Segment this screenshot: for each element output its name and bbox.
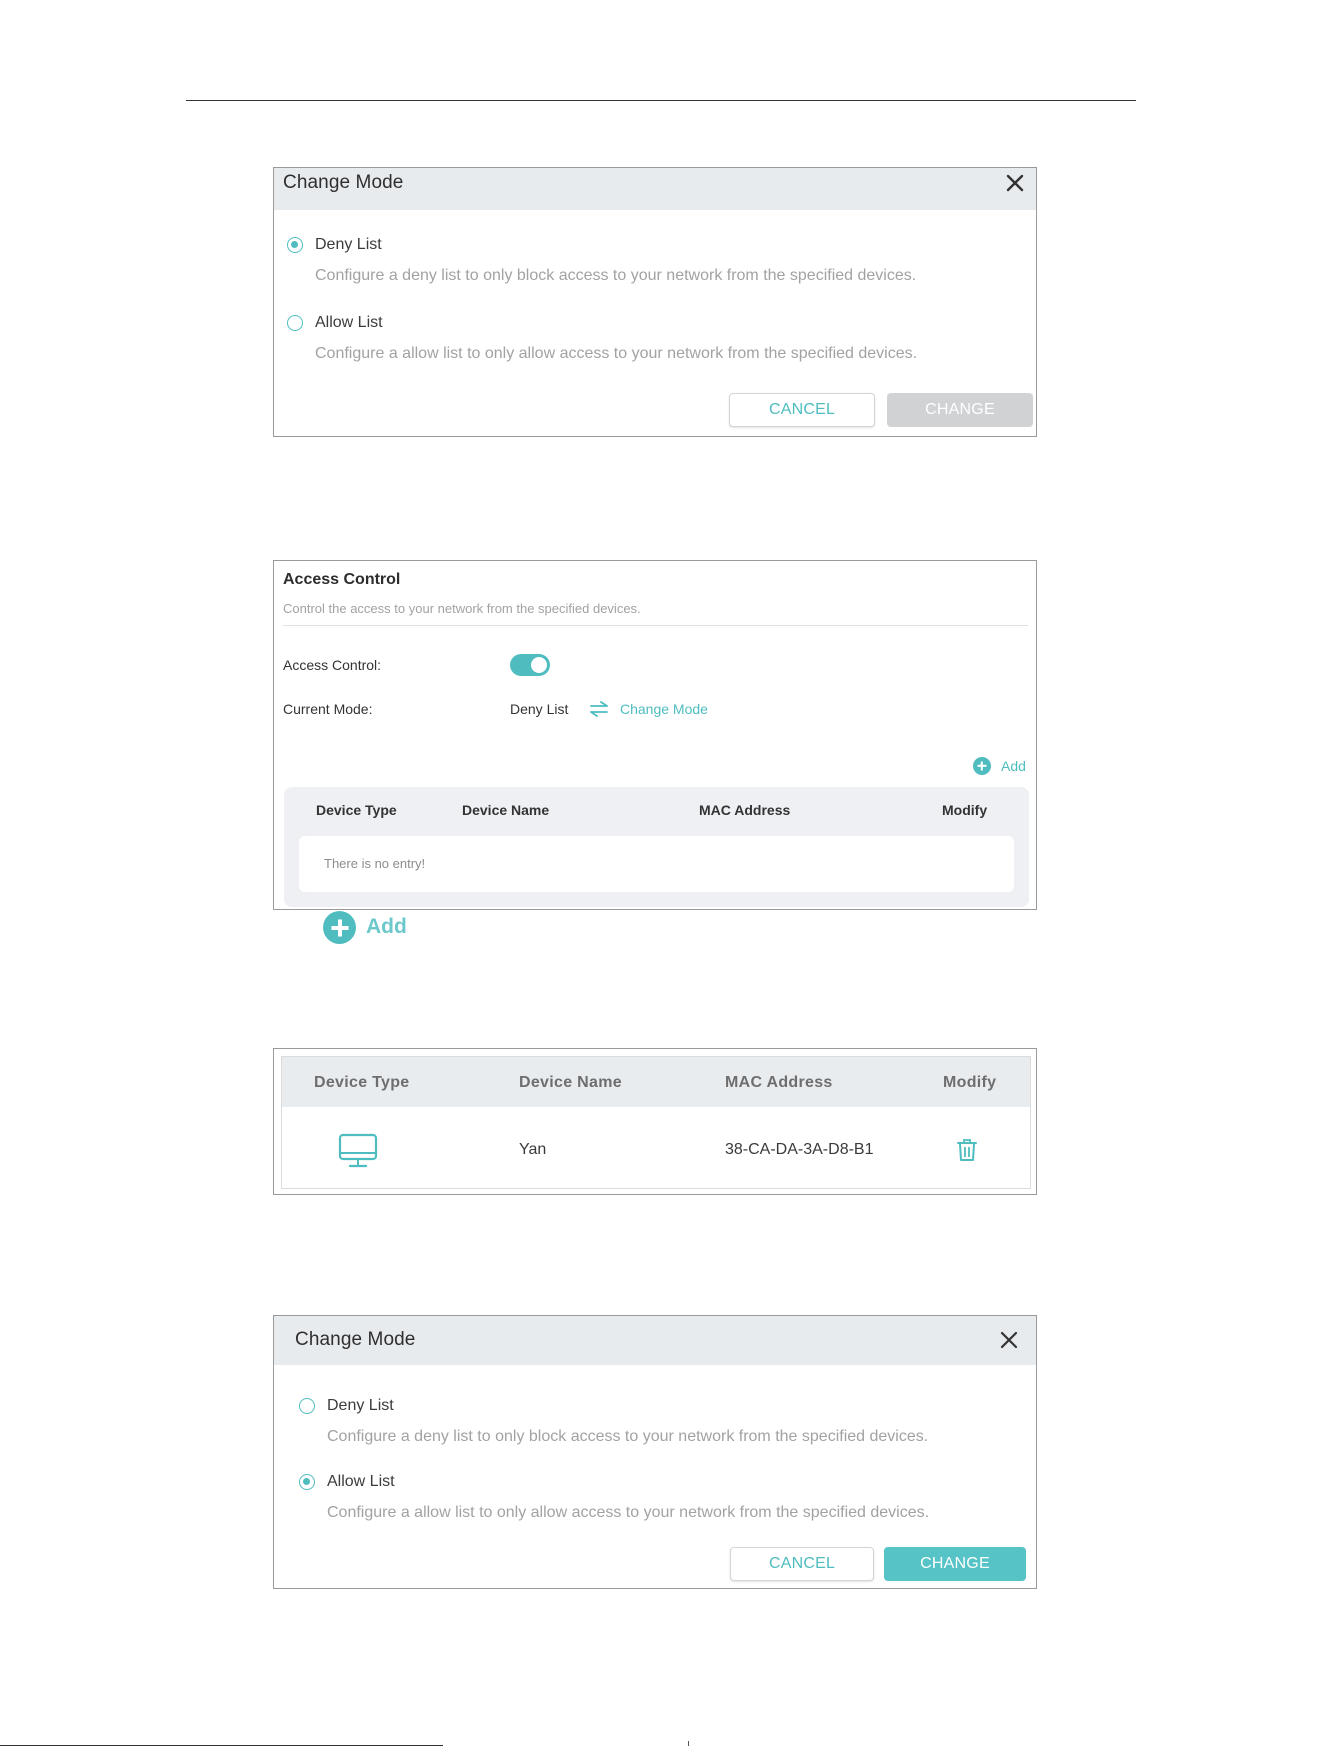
dialog-title: Change Mode [283, 172, 404, 193]
section-subtitle: Control the access to your network from the specified devices. [283, 601, 641, 616]
radio-allow-list[interactable] [287, 315, 303, 331]
change-mode-dialog-allow [273, 1315, 1037, 1589]
option-label-allow-list: Allow List [327, 1473, 395, 1490]
option-desc-allow-list: Configure a allow list to only allow access to your network from the specified devices. [315, 345, 918, 362]
device-list-panel [273, 1048, 1037, 1195]
column-header-device-type: Device Type [316, 802, 397, 818]
add-icon[interactable] [973, 757, 991, 775]
change-mode-dialog-deny [273, 167, 1037, 437]
column-header-device-name: Device Name [519, 1074, 622, 1091]
footer-mark [688, 1741, 689, 1746]
column-header-device-name: Device Name [462, 802, 550, 818]
change-button-disabled[interactable]: CHANGE [887, 393, 1033, 427]
current-mode-label: Current Mode: [283, 701, 373, 717]
add-icon-large[interactable] [323, 911, 356, 944]
empty-message: There is no entry! [324, 856, 426, 871]
option-label-deny-list: Deny List [327, 1397, 394, 1414]
access-control-toggle[interactable] [510, 654, 550, 676]
section-title: Access Control [283, 571, 401, 588]
change-button[interactable]: CHANGE [884, 1547, 1026, 1581]
option-label-allow-list: Allow List [315, 314, 383, 331]
radio-deny-list[interactable] [287, 237, 303, 253]
current-mode-value: Deny List [510, 701, 569, 717]
device-name-cell: Yan [519, 1141, 547, 1158]
option-label-deny-list: Deny List [315, 236, 382, 253]
dialog-title: Change Mode [295, 1329, 416, 1350]
add-link[interactable]: Add [1001, 758, 1026, 774]
access-control-label: Access Control: [283, 657, 382, 673]
footer-rule [0, 1745, 443, 1746]
section-divider [283, 625, 1028, 626]
radio-allow-list[interactable] [299, 1474, 315, 1490]
access-control-panel [273, 560, 1037, 910]
option-desc-allow-list: Configure a allow list to only allow access to your network from the specified devices. [327, 1504, 930, 1521]
add-label-large[interactable]: Add [366, 915, 407, 938]
change-mode-link[interactable]: Change Mode [620, 701, 708, 717]
mac-address-cell: 38-CA-DA-3A-D8-B1 [725, 1141, 874, 1158]
column-header-mac-address: MAC Address [699, 802, 791, 818]
desktop-monitor-icon [338, 1133, 378, 1168]
column-header-modify: Modify [942, 802, 988, 818]
cancel-button[interactable]: CANCEL [730, 1547, 874, 1581]
radio-deny-list[interactable] [299, 1398, 315, 1414]
header-rule [186, 100, 1136, 101]
column-header-mac-address: MAC Address [725, 1074, 833, 1091]
device-table [281, 1056, 1031, 1189]
trash-icon[interactable] [956, 1138, 978, 1162]
column-header-modify: Modify [943, 1074, 997, 1091]
column-header-device-type: Device Type [314, 1074, 410, 1091]
option-desc-deny-list: Configure a deny list to only block access to your network from the specified devices. [327, 1428, 929, 1445]
close-icon[interactable] [1005, 173, 1025, 193]
cancel-button[interactable]: CANCEL [729, 393, 875, 427]
close-icon[interactable] [999, 1330, 1019, 1350]
option-desc-deny-list: Configure a deny list to only block access to your network from the specified devices. [315, 267, 917, 284]
swap-icon[interactable] [589, 701, 609, 717]
